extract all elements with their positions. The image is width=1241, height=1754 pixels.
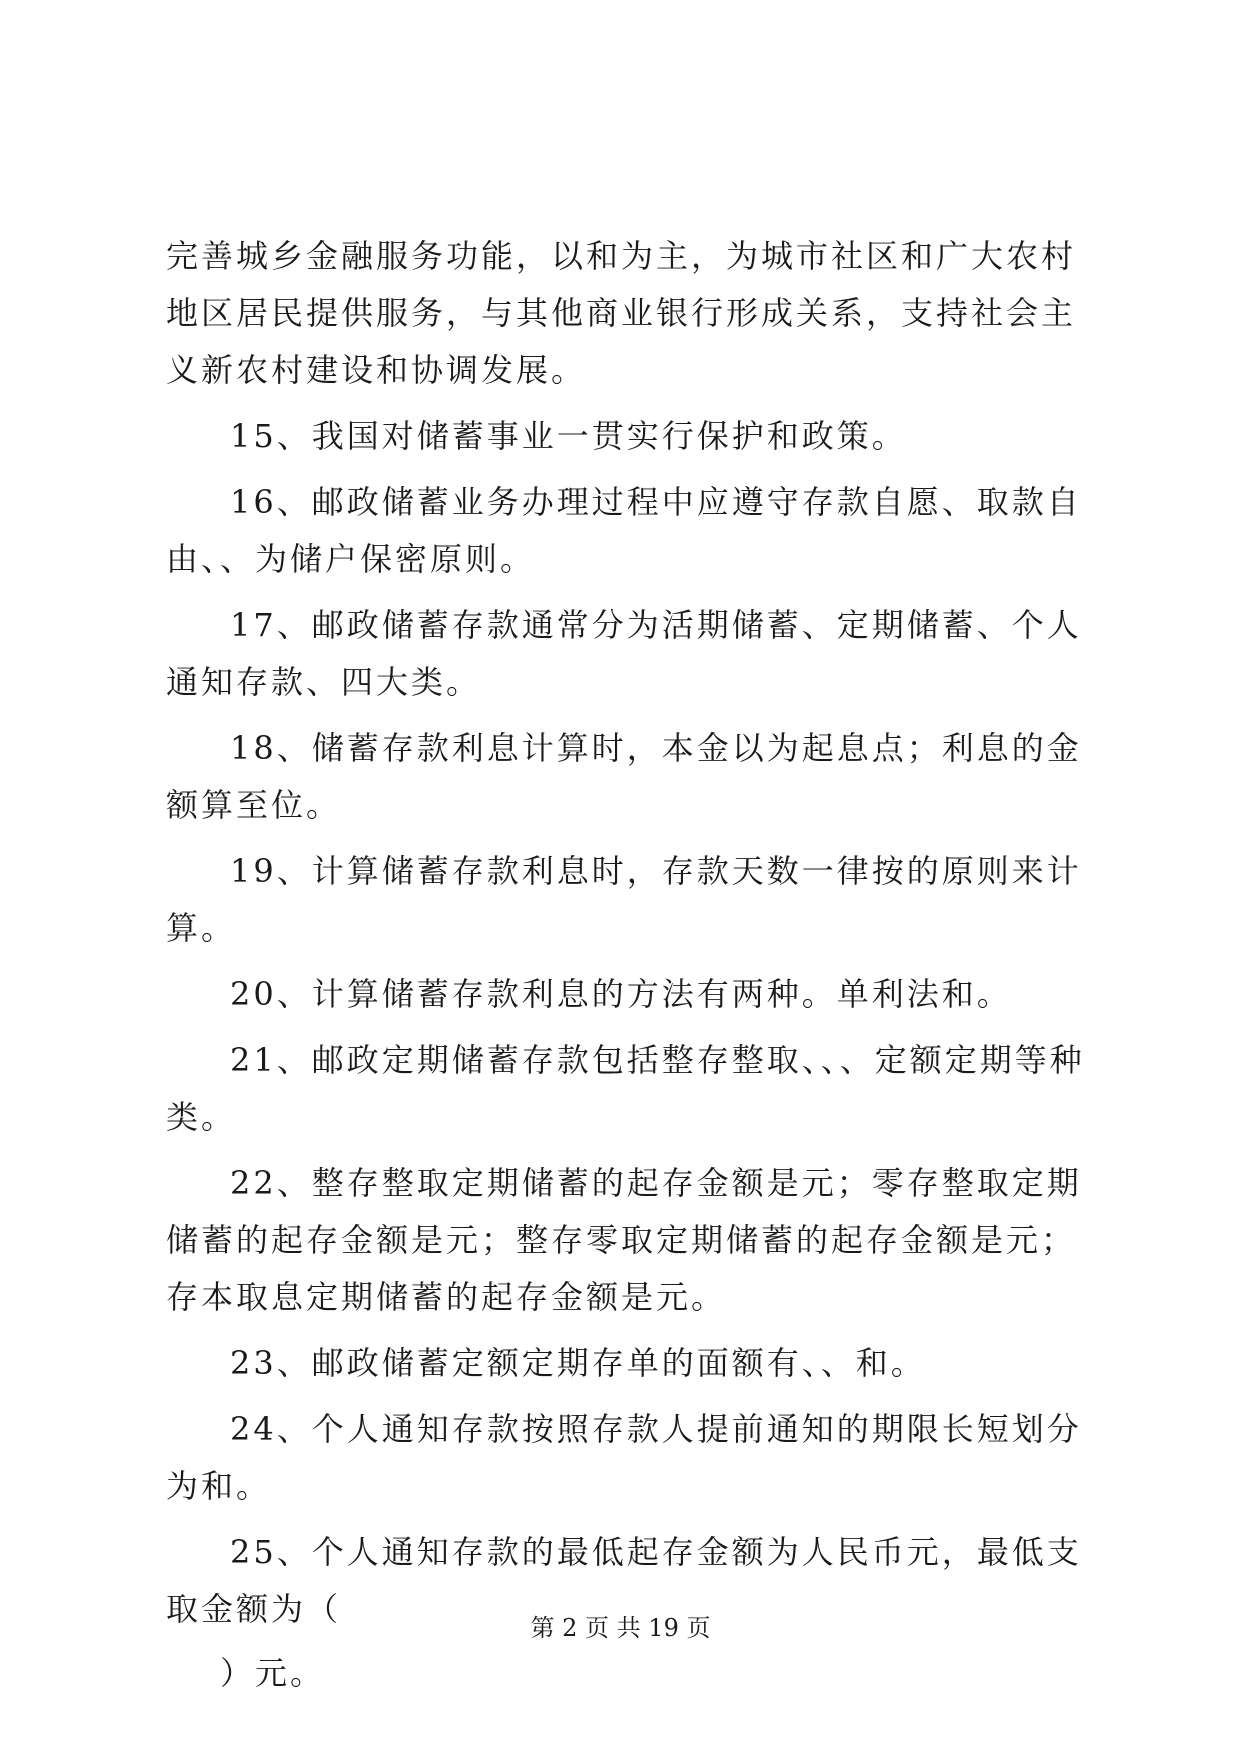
question-25: 25、个人通知存款的最低起存金额为人民币元，最低支取金额为（ [166, 1533, 1082, 1628]
question-22: 22、整存整取定期储蓄的起存金额是元；零存整取定期储蓄的起存金额是元；整存零取定期储蓄的起存金额是元；存本取息定期储蓄的起存金额是元。 [166, 1164, 1082, 1316]
question-17: 17、邮政储蓄存款通常分为活期储蓄、定期储蓄、个人通知存款、四大类。 [166, 606, 1082, 701]
question-23: 23、邮政储蓄定额定期存单的面额有、、和。 [230, 1344, 926, 1382]
question-21: 21、邮政定期储蓄存款包括整存整取、、、定额定期等种类。 [166, 1041, 1085, 1136]
question-15: 15、我国对储蓄事业一贯实行保护和政策。 [230, 417, 907, 455]
question-20: 20、计算储蓄存款利息的方法有两种。单利法和。 [230, 975, 1012, 1013]
paragraph-continuation: 完善城乡金融服务功能，以和为主，为城市社区和广大农村地区居民提供服务，与其他商业银行形成关系，支持社会主义新农村建设和协调发展。 [166, 237, 1077, 389]
page-footer: 第 2 页 共 19 页 [530, 1614, 711, 1642]
question-19: 19、计算储蓄存款利息时，存款天数一律按的原则来计算。 [166, 852, 1082, 947]
document-body [166, 228, 1086, 1702]
question-24: 24、个人通知存款按照存款人提前通知的期限长短划分为和。 [166, 1410, 1082, 1505]
question-18: 18、储蓄存款利息计算时，本金以为起息点；利息的金额算至位。 [166, 729, 1082, 824]
question-25-tail: ）元。 [220, 1654, 326, 1692]
question-16: 16、邮政储蓄业务办理过程中应遵守存款自愿、取款自由、、为储户保密原则。 [166, 483, 1082, 578]
